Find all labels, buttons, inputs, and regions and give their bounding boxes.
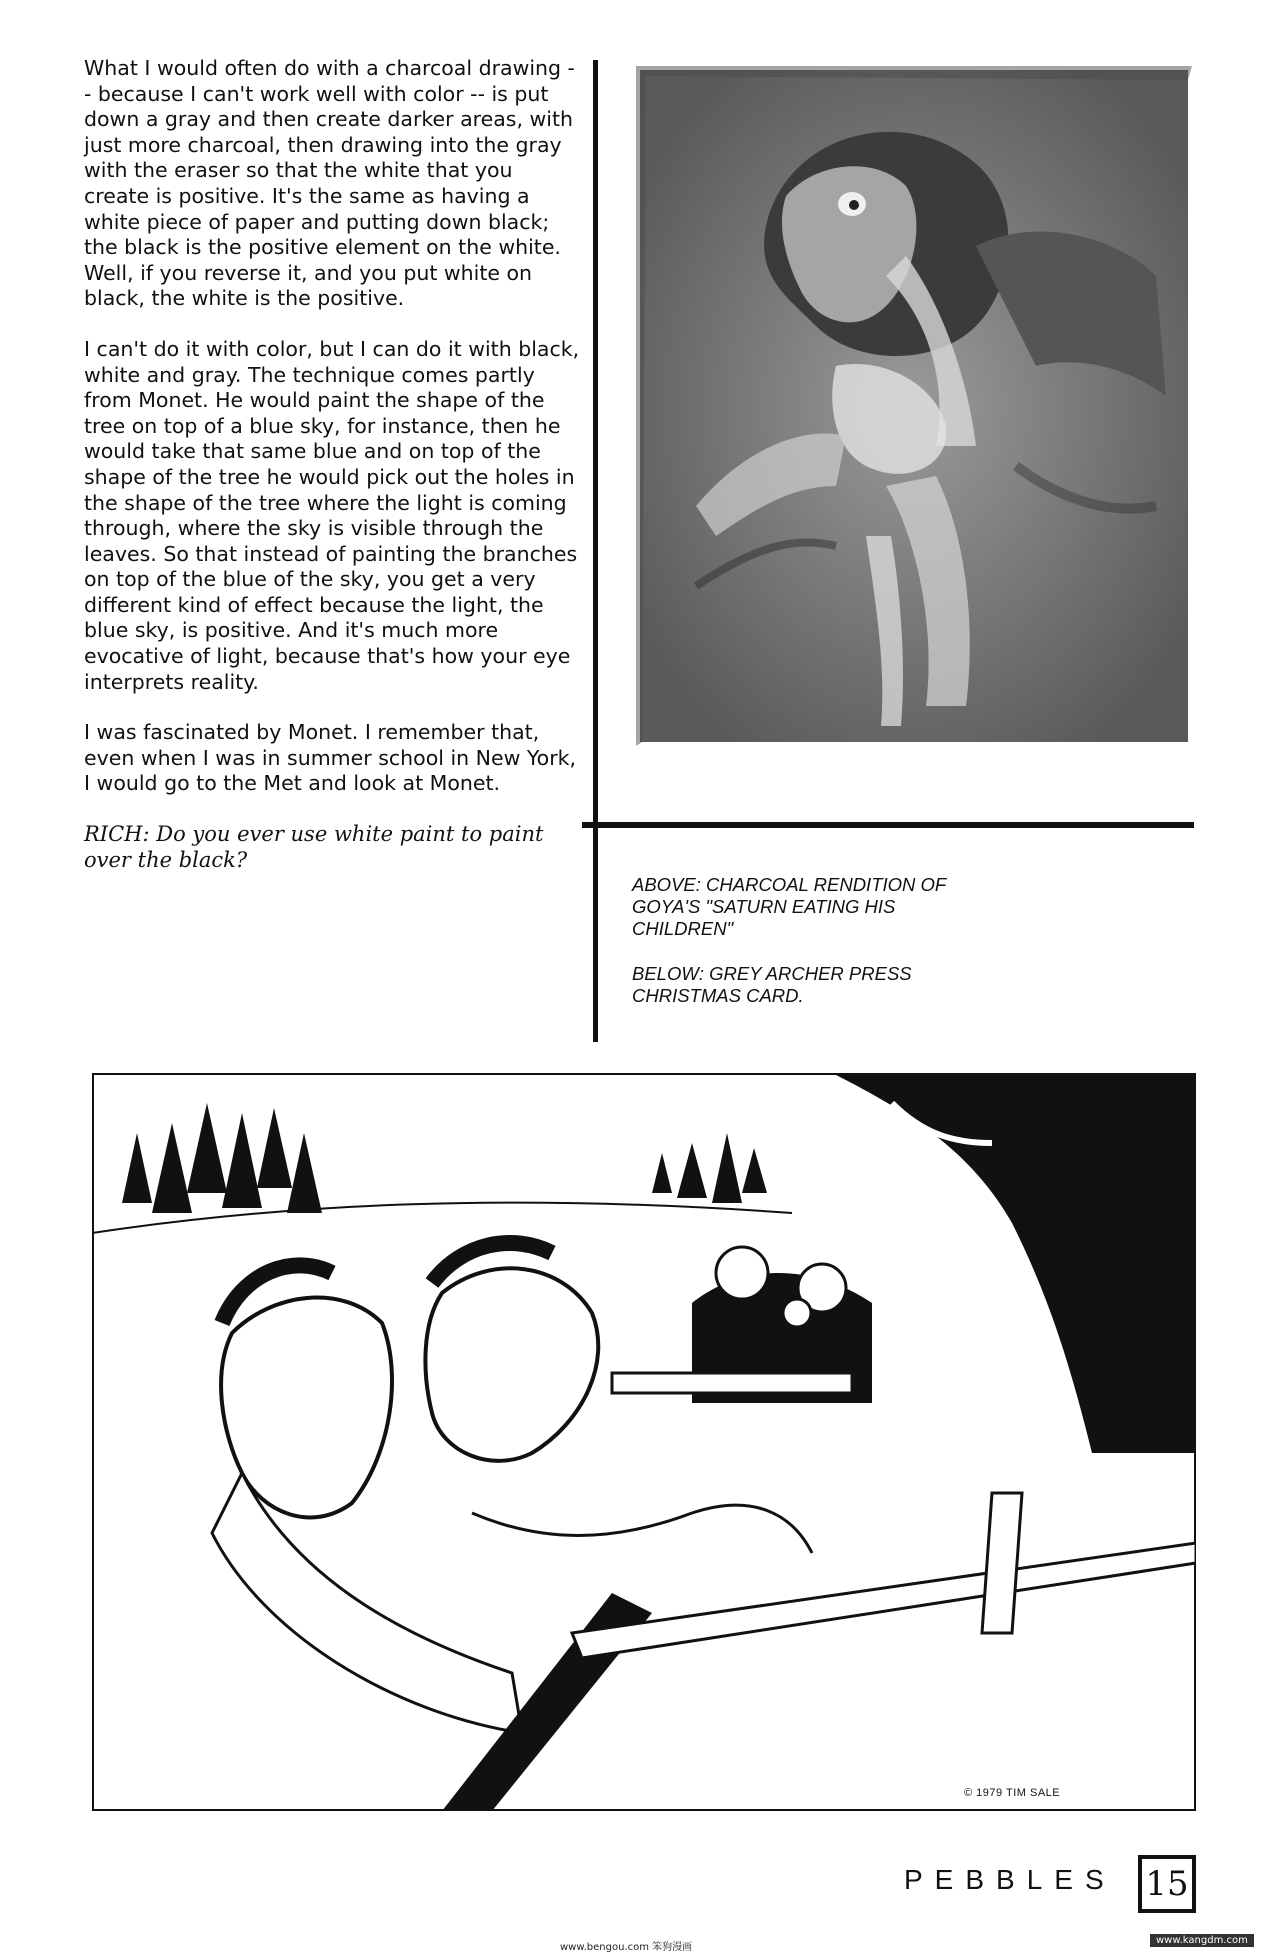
- card-copyright: © 1979 TIM SALE: [964, 1787, 1061, 1799]
- caption-below: BELOW: GREY ARCHER PRESS CHRISTMAS CARD.: [632, 963, 912, 1006]
- scan-credit-left: www.bengou.com 笨狗漫画: [560, 1942, 693, 1953]
- child-head: [783, 1299, 811, 1327]
- interview-question: RICH: Do you ever use white paint to paint over the black?: [84, 822, 544, 872]
- magazine-title: PEBBLES: [904, 1864, 1116, 1895]
- paragraph-monet-technique: I can't do it with color, but I can do it with black, white and gray. The technique comes partly from Monet. He would paint the shape of the tree on top of a blue sky, for instance, then he would take that same blue and on top of the shape of the tree he would pick out the holes in the shape of the tree where the light is coming through, where the sky is visible through the leaves. So that instead of painting the branches on top of the blue of the sky, you get a very different kind of effect because the light, the blue sky, is positive. And it's much more evocative of light, because that's how your eye interprets reality.: [84, 336, 580, 694]
- paragraph-charcoal-technique: What I would often do with a charcoal drawing -- because I can't work well with color -- is put down a gray and then create darker areas, with just more charcoal, then drawing into the gray with the eraser so that the white that you create is positive. It's the same as having a white piece of paper and putting down black; the black is the positive element on the white. Well, if you reverse it, and you put white on black, the white is the positive.: [84, 56, 575, 311]
- christmas-card-illustration: [92, 1073, 1196, 1811]
- article-text-column: [84, 56, 580, 898]
- page-number: 15: [1138, 1855, 1196, 1913]
- charcoal-saturn-drawing: [636, 66, 1192, 746]
- driver-head: [716, 1247, 768, 1299]
- paragraph-monet-fascination: I was fascinated by Monet. I remember that, even when I was in summer school in New York, I would go to the Met and look at Monet.: [84, 720, 577, 796]
- horizontal-divider: [582, 822, 1194, 828]
- vertical-divider: [593, 60, 598, 1042]
- caption-above: ABOVE: CHARCOAL RENDITION OF GOYA'S "SATURN EATING HIS CHILDREN": [632, 874, 946, 939]
- scan-credit-right: www.kangdm.com: [1150, 1934, 1254, 1947]
- caption-block: [632, 874, 972, 1030]
